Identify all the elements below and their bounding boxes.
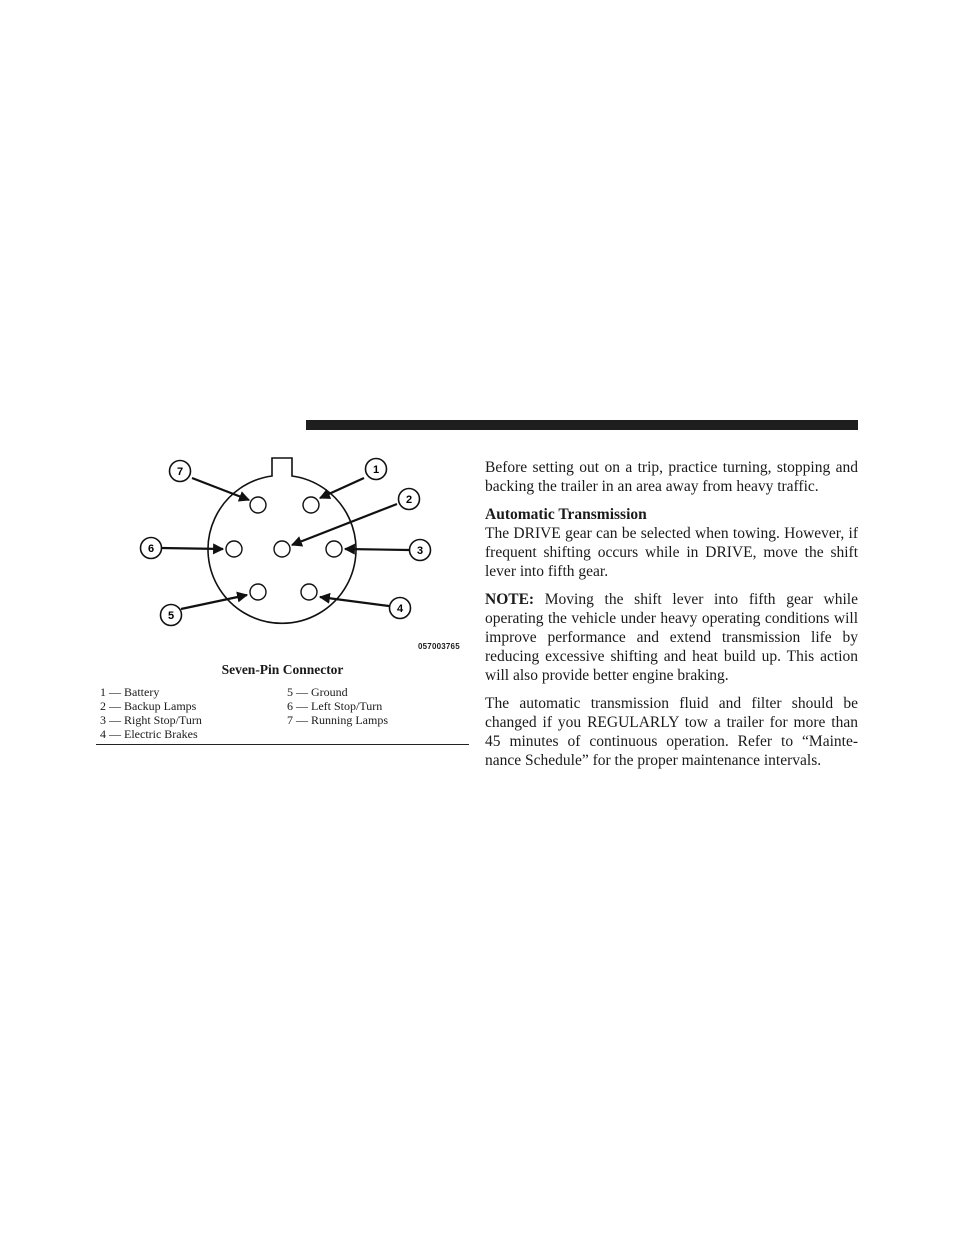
legend-column-right (287, 685, 388, 727)
figure-code: 057003765 (418, 642, 460, 651)
connector-diagram (96, 452, 469, 662)
note-paragraph (485, 590, 858, 685)
arrow-3 (345, 549, 409, 550)
callout-3: 3 (416, 545, 424, 557)
callout-4: 4 (396, 603, 404, 615)
legend-item: 2 — Backup Lamps (100, 699, 197, 713)
legend-item: 5 — Ground (287, 685, 348, 699)
figure-bottom-rule (96, 744, 469, 745)
pin-6 (226, 541, 242, 557)
section-heading: Automatic Transmission (485, 506, 647, 523)
seven-pin-connector-figure (96, 452, 469, 746)
pin-3 (326, 541, 342, 557)
arrow-1 (320, 478, 364, 498)
header-rule (306, 420, 858, 430)
drive-gear-paragraph: The DRIVE gear can be selected when towing. However, if frequent shifting occurs while in DRIVE, move the shift lever into fifth gear. (485, 525, 858, 580)
legend-item: 6 — Left Stop/Turn (287, 699, 383, 713)
note-text: Moving the shift lever into fifth gear while operating the vehicle under heavy operating conditions will improve performance and extend transmission life by reducing excessive shifting and heat build up. This action will also provide better engine braking. (485, 591, 858, 684)
callout-6: 6 (147, 543, 155, 555)
fluid-paragraph: The automatic transmission fluid and filter should be changed if you REGULARLY tow a trailer for more than 45 minutes of continuous operation. Refer to “Mainte-nance Schedule” for the proper maintenance intervals. (485, 695, 858, 769)
note-label: NOTE: (485, 591, 535, 608)
legend-item: 1 — Battery (100, 685, 160, 699)
arrow-5 (181, 595, 247, 609)
arrow-6 (161, 548, 223, 549)
legend-item: 4 — Electric Brakes (100, 727, 198, 741)
figure-caption: Seven-Pin Connector (221, 662, 344, 677)
callout-1: 1 (372, 464, 380, 476)
pin-7 (250, 497, 266, 513)
body-text-column (485, 458, 858, 779)
callout-7: 7 (176, 466, 184, 478)
legend-item: 3 — Right Stop/Turn (100, 713, 202, 727)
pin-5 (250, 584, 266, 600)
pin-1 (303, 497, 319, 513)
pin-4 (301, 584, 317, 600)
pin-2 (274, 541, 290, 557)
callout-2: 2 (405, 494, 413, 506)
legend-column-left (100, 685, 202, 741)
legend-item: 7 — Running Lamps (287, 713, 388, 727)
callout-5: 5 (167, 610, 175, 622)
intro-paragraph: Before setting out on a trip, practice turning, stopping and backing the trailer in an area away from heavy traffic. (485, 459, 858, 495)
